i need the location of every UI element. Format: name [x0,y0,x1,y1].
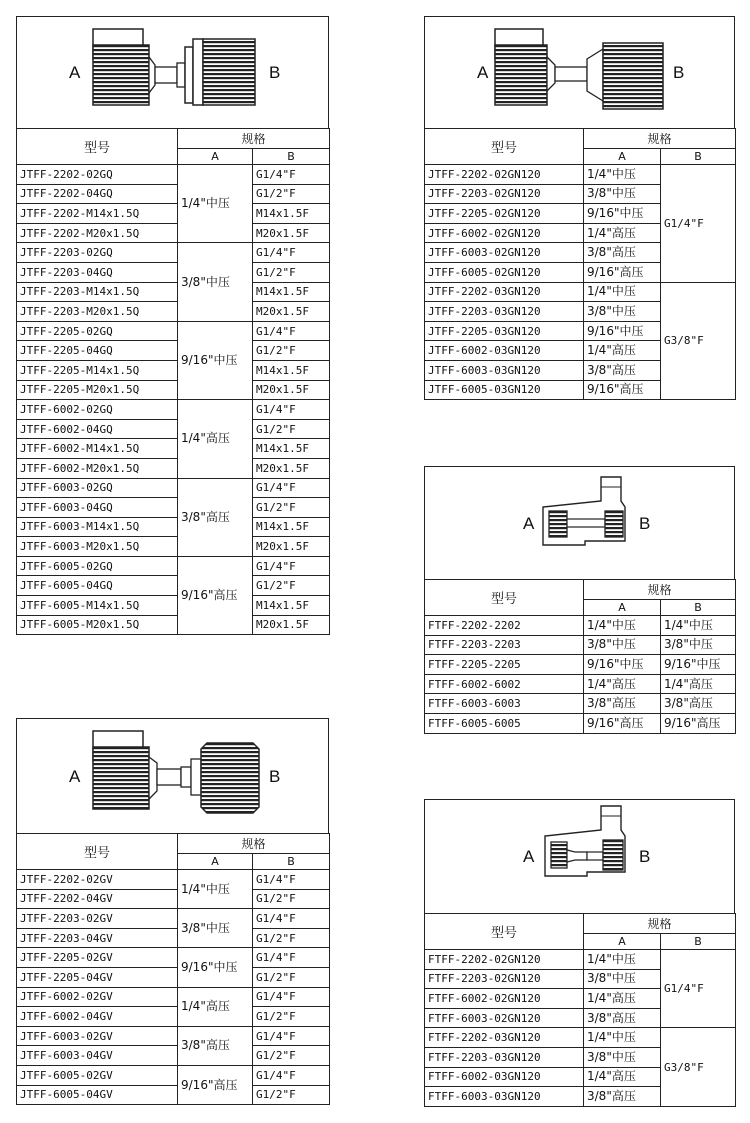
spec-b-cell: M20x1.5F [253,537,330,557]
header-col-a: A [178,149,253,165]
spec-a-cell: 3/8"高压 [584,360,661,380]
spec-a-cell: 1/4"高压 [178,987,253,1026]
model-cell: JTFF-6005-M14x1.5Q [17,596,178,616]
fitting-drawing-straight [16,16,329,129]
header-col-a: A [178,854,253,870]
model-cell: JTFF-2205-03GN120 [425,321,584,341]
spec-b-cell: G1/4"F [253,870,330,890]
label-a: A [477,63,489,82]
spec-a-cell: 1/4"高压 [584,223,661,243]
table-row [17,184,330,204]
spec-b-cell: 1/4"中压 [661,616,736,636]
spec-a-cell: 1/4"高压 [584,989,661,1009]
straight-fitting-icon [17,17,328,128]
header-model: 型号 [17,834,178,870]
spec-b-cell: G1/2"F [253,1046,330,1066]
spec-a-cell: 1/4"高压 [584,1067,661,1087]
table-row [17,478,330,498]
label-a: A [69,63,81,82]
model-cell: FTFF-2202-2202 [425,616,584,636]
model-cell: JTFF-2203-03GN120 [425,302,584,322]
header-spec: 规格 [584,914,736,934]
spec-a-cell: 3/8"高压 [584,243,661,263]
label-a: A [523,847,535,866]
spec-b-cell: G1/4"F [661,950,736,1028]
model-cell: JTFF-2203-02GV [17,909,178,929]
spec-a-cell: 3/8"中压 [584,184,661,204]
model-cell: JTFF-2202-03GN120 [425,282,584,302]
model-cell: JTFF-6002-04GV [17,1007,178,1027]
model-cell: JTFF-6003-02GV [17,1026,178,1046]
table-row [17,321,330,341]
spec-a-cell: 9/16"中压 [584,204,661,224]
fitting-drawing-tee-n [424,799,735,914]
model-cell: FTFF-6003-6003 [425,694,584,714]
spec-a-cell: 1/4"高压 [178,400,253,478]
spec-a-cell: 3/8"中压 [178,243,253,321]
fitting-drawing-straight-v [16,718,329,834]
model-cell: FTFF-6003-03GN120 [425,1087,584,1107]
label-b: B [673,63,685,82]
straight-fitting-icon [425,17,734,128]
model-cell: FTFF-2203-2203 [425,635,584,655]
spec-a-cell: 1/4"中压 [178,165,253,243]
model-cell: JTFF-2202-02GN120 [425,165,584,185]
table-row [17,282,330,302]
model-cell: JTFF-2202-M14x1.5Q [17,204,178,224]
table-row [17,1085,330,1105]
table-row [17,419,330,439]
model-cell: FTFF-6003-02GN120 [425,1008,584,1028]
model-cell: JTFF-2203-M14x1.5Q [17,282,178,302]
table-row [17,223,330,243]
header-spec: 规格 [178,834,330,854]
model-cell: JTFF-6002-M14x1.5Q [17,439,178,459]
label-a: A [69,767,81,786]
model-cell: JTFF-6003-M14x1.5Q [17,517,178,537]
model-cell: JTFF-2203-M20x1.5Q [17,302,178,322]
model-cell: JTFF-6003-02GN120 [425,243,584,263]
spec-b-cell: 1/4"高压 [661,674,736,694]
model-cell: FTFF-2202-03GN120 [425,1028,584,1048]
table-row [17,1046,330,1066]
spec-a-cell: 3/8"中压 [584,302,661,322]
model-cell: JTFF-2205-M14x1.5Q [17,360,178,380]
table-row [17,537,330,557]
table-row [425,1028,736,1048]
spec-b-cell: G1/4"F [253,400,330,420]
table-row [425,165,736,185]
spec-a-cell: 3/8"中压 [584,969,661,989]
model-cell: JTFF-2205-04GQ [17,341,178,361]
table-row [17,556,330,576]
spec-a-cell: 9/16"中压 [584,655,661,675]
model-cell: JTFF-6003-04GQ [17,498,178,518]
table-row [17,870,330,890]
spec-a-cell: 3/8"中压 [584,1047,661,1067]
header-col-a: A [584,934,661,950]
label-b: B [639,514,651,533]
spec-a-cell: 3/8"中压 [584,635,661,655]
table-row [425,655,736,675]
spec-b-cell: M20x1.5F [253,380,330,400]
table-row [17,360,330,380]
table-row [17,1007,330,1027]
spec-a-cell: 1/4"中压 [178,870,253,909]
spec-b-cell: G1/4"F [253,556,330,576]
tee-fitting-icon [425,467,734,579]
header-col-b: B [661,600,736,616]
header-col-b: B [253,854,330,870]
table-row [17,928,330,948]
model-cell: JTFF-2203-02GN120 [425,184,584,204]
header-col-a: A [584,149,661,165]
spec-a-cell: 1/4"中压 [584,1028,661,1048]
model-cell: FTFF-2205-2205 [425,655,584,675]
spec-b-cell: 3/8"高压 [661,694,736,714]
model-cell: JTFF-2205-02GN120 [425,204,584,224]
model-cell: JTFF-2205-M20x1.5Q [17,380,178,400]
spec-table-gv [16,833,330,1105]
spec-b-cell: M14x1.5F [253,517,330,537]
spec-table-ftff [424,579,736,734]
model-cell: JTFF-6005-02GQ [17,556,178,576]
spec-b-cell: G1/2"F [253,1085,330,1105]
spec-b-cell: G1/2"F [253,262,330,282]
table-row [17,458,330,478]
model-cell: JTFF-6002-03GN120 [425,341,584,361]
product-block-jtff-gq [16,16,329,635]
spec-b-cell: G1/4"F [253,1065,330,1085]
model-cell: JTFF-6005-M20x1.5Q [17,615,178,635]
model-cell: JTFF-6005-04GQ [17,576,178,596]
spec-b-cell: G1/4"F [253,948,330,968]
model-cell: JTFF-6003-M20x1.5Q [17,537,178,557]
spec-b-cell: G3/8"F [661,282,736,400]
header-col-b: B [661,149,736,165]
spec-b-cell: M14x1.5F [253,360,330,380]
table-row [17,341,330,361]
model-cell: JTFF-6003-04GV [17,1046,178,1066]
spec-a-cell: 9/16"高压 [584,713,661,733]
spec-a-cell: 9/16"中压 [178,948,253,987]
header-spec: 规格 [584,580,736,600]
header-col-b: B [253,149,330,165]
spec-b-cell: M14x1.5F [253,204,330,224]
table-row [17,1026,330,1046]
spec-table-ftff-gn120 [424,913,736,1107]
straight-fitting-icon [17,719,328,833]
spec-b-cell: M20x1.5F [253,223,330,243]
model-cell: JTFF-6002-04GQ [17,419,178,439]
table-row [17,262,330,282]
model-cell: FTFF-6005-6005 [425,713,584,733]
label-b: B [639,847,651,866]
model-cell: JTFF-2202-02GQ [17,165,178,185]
spec-a-cell: 1/4"中压 [584,282,661,302]
label-b: B [269,767,281,786]
spec-b-cell: M14x1.5F [253,596,330,616]
table-row [17,204,330,224]
model-cell: JTFF-2203-02GQ [17,243,178,263]
fitting-drawing-straight-n [424,16,735,129]
spec-b-cell: M20x1.5F [253,458,330,478]
model-cell: JTFF-2203-04GQ [17,262,178,282]
spec-b-cell: G1/2"F [253,184,330,204]
model-cell: JTFF-6003-02GQ [17,478,178,498]
spec-b-cell: G1/4"F [253,909,330,929]
fitting-drawing-tee [424,466,735,580]
model-cell: JTFF-2205-04GV [17,967,178,987]
model-cell: FTFF-6002-02GN120 [425,989,584,1009]
spec-b-cell: G1/4"F [253,321,330,341]
model-cell: JTFF-2205-02GQ [17,321,178,341]
spec-b-cell: G3/8"F [661,1028,736,1106]
spec-b-cell: G1/4"F [253,478,330,498]
table-row [17,615,330,635]
spec-a-cell: 3/8"高压 [178,478,253,556]
table-row [425,674,736,694]
model-cell: JTFF-2205-02GV [17,948,178,968]
spec-a-cell: 3/8"高压 [584,1087,661,1107]
spec-b-cell: G1/2"F [253,576,330,596]
header-model: 型号 [425,129,584,165]
model-cell: JTFF-6005-04GV [17,1085,178,1105]
model-cell: JTFF-6002-02GN120 [425,223,584,243]
spec-b-cell: M14x1.5F [253,282,330,302]
table-row [17,889,330,909]
header-model: 型号 [425,580,584,616]
header-spec: 规格 [178,129,330,149]
model-cell: FTFF-2202-02GN120 [425,950,584,970]
header-model: 型号 [425,914,584,950]
spec-a-cell: 1/4"中压 [584,950,661,970]
spec-b-cell: 9/16"中压 [661,655,736,675]
spec-a-cell: 3/8"高压 [178,1026,253,1065]
model-cell: JTFF-2202-M20x1.5Q [17,223,178,243]
table-row [425,713,736,733]
spec-b-cell: M14x1.5F [253,439,330,459]
header-model: 型号 [17,129,178,165]
model-cell: JTFF-6003-03GN120 [425,360,584,380]
model-cell: JTFF-6002-M20x1.5Q [17,458,178,478]
table-row [17,400,330,420]
table-row [17,517,330,537]
model-cell: JTFF-6005-03GN120 [425,380,584,400]
table-row [425,282,736,302]
model-cell: FTFF-2203-03GN120 [425,1047,584,1067]
model-cell: FTFF-2203-02GN120 [425,969,584,989]
spec-a-cell: 1/4"中压 [584,165,661,185]
spec-b-cell: G1/2"F [253,928,330,948]
spec-a-cell: 9/16"高压 [178,556,253,634]
spec-a-cell: 1/4"高压 [584,674,661,694]
table-row [17,576,330,596]
spec-b-cell: G1/2"F [253,419,330,439]
model-cell: JTFF-2203-04GV [17,928,178,948]
table-row [425,694,736,714]
model-cell: JTFF-6002-02GV [17,987,178,1007]
spec-b-cell: 3/8"中压 [661,635,736,655]
spec-b-cell: G1/2"F [253,967,330,987]
table-row [17,380,330,400]
spec-b-cell: G1/4"F [661,165,736,283]
spec-table-gn120 [424,128,736,400]
table-row [425,635,736,655]
spec-a-cell: 9/16"中压 [584,321,661,341]
model-cell: JTFF-2202-02GV [17,870,178,890]
label-b: B [269,63,281,82]
spec-b-cell: G1/4"F [253,1026,330,1046]
spec-a-cell: 9/16"高压 [584,380,661,400]
table-row [17,302,330,322]
product-block-ftff [424,466,736,734]
model-cell: JTFF-2202-04GV [17,889,178,909]
table-row [17,987,330,1007]
model-cell: JTFF-6005-02GN120 [425,262,584,282]
spec-a-cell: 9/16"中压 [178,321,253,399]
spec-b-cell: M20x1.5F [253,615,330,635]
product-block-ftff-gn120 [424,799,736,1107]
spec-b-cell: G1/2"F [253,1007,330,1027]
table-row [425,616,736,636]
spec-a-cell: 3/8"中压 [178,909,253,948]
spec-b-cell: G1/2"F [253,498,330,518]
label-a: A [523,514,535,533]
table-row [17,243,330,263]
spec-b-cell: G1/4"F [253,987,330,1007]
spec-b-cell: G1/4"F [253,243,330,263]
header-col-b: B [661,934,736,950]
spec-a-cell: 1/4"中压 [584,616,661,636]
table-row [17,165,330,185]
spec-b-cell: G1/4"F [253,165,330,185]
model-cell: JTFF-2202-04GQ [17,184,178,204]
spec-a-cell: 9/16"高压 [584,262,661,282]
model-cell: JTFF-6002-02GQ [17,400,178,420]
spec-b-cell: G1/2"F [253,341,330,361]
table-row [17,498,330,518]
spec-b-cell: 9/16"高压 [661,713,736,733]
product-block-jtff-gv [16,718,330,1105]
model-cell: JTFF-6005-02GV [17,1065,178,1085]
spec-table-gq [16,128,330,635]
table-row [17,909,330,929]
spec-a-cell: 3/8"高压 [584,694,661,714]
model-cell: FTFF-6002-6002 [425,674,584,694]
tee-fitting-icon [425,800,734,913]
spec-a-cell: 3/8"高压 [584,1008,661,1028]
spec-a-cell: 1/4"高压 [584,341,661,361]
table-row [17,439,330,459]
spec-b-cell: G1/2"F [253,889,330,909]
header-spec: 规格 [584,129,736,149]
table-row [17,967,330,987]
header-col-a: A [584,600,661,616]
spec-a-cell: 9/16"高压 [178,1065,253,1104]
product-block-jtff-gn120 [424,16,736,400]
model-cell: FTFF-6002-03GN120 [425,1067,584,1087]
table-row [17,596,330,616]
spec-b-cell: M20x1.5F [253,302,330,322]
table-row [17,948,330,968]
table-row [17,1065,330,1085]
table-row [425,950,736,970]
